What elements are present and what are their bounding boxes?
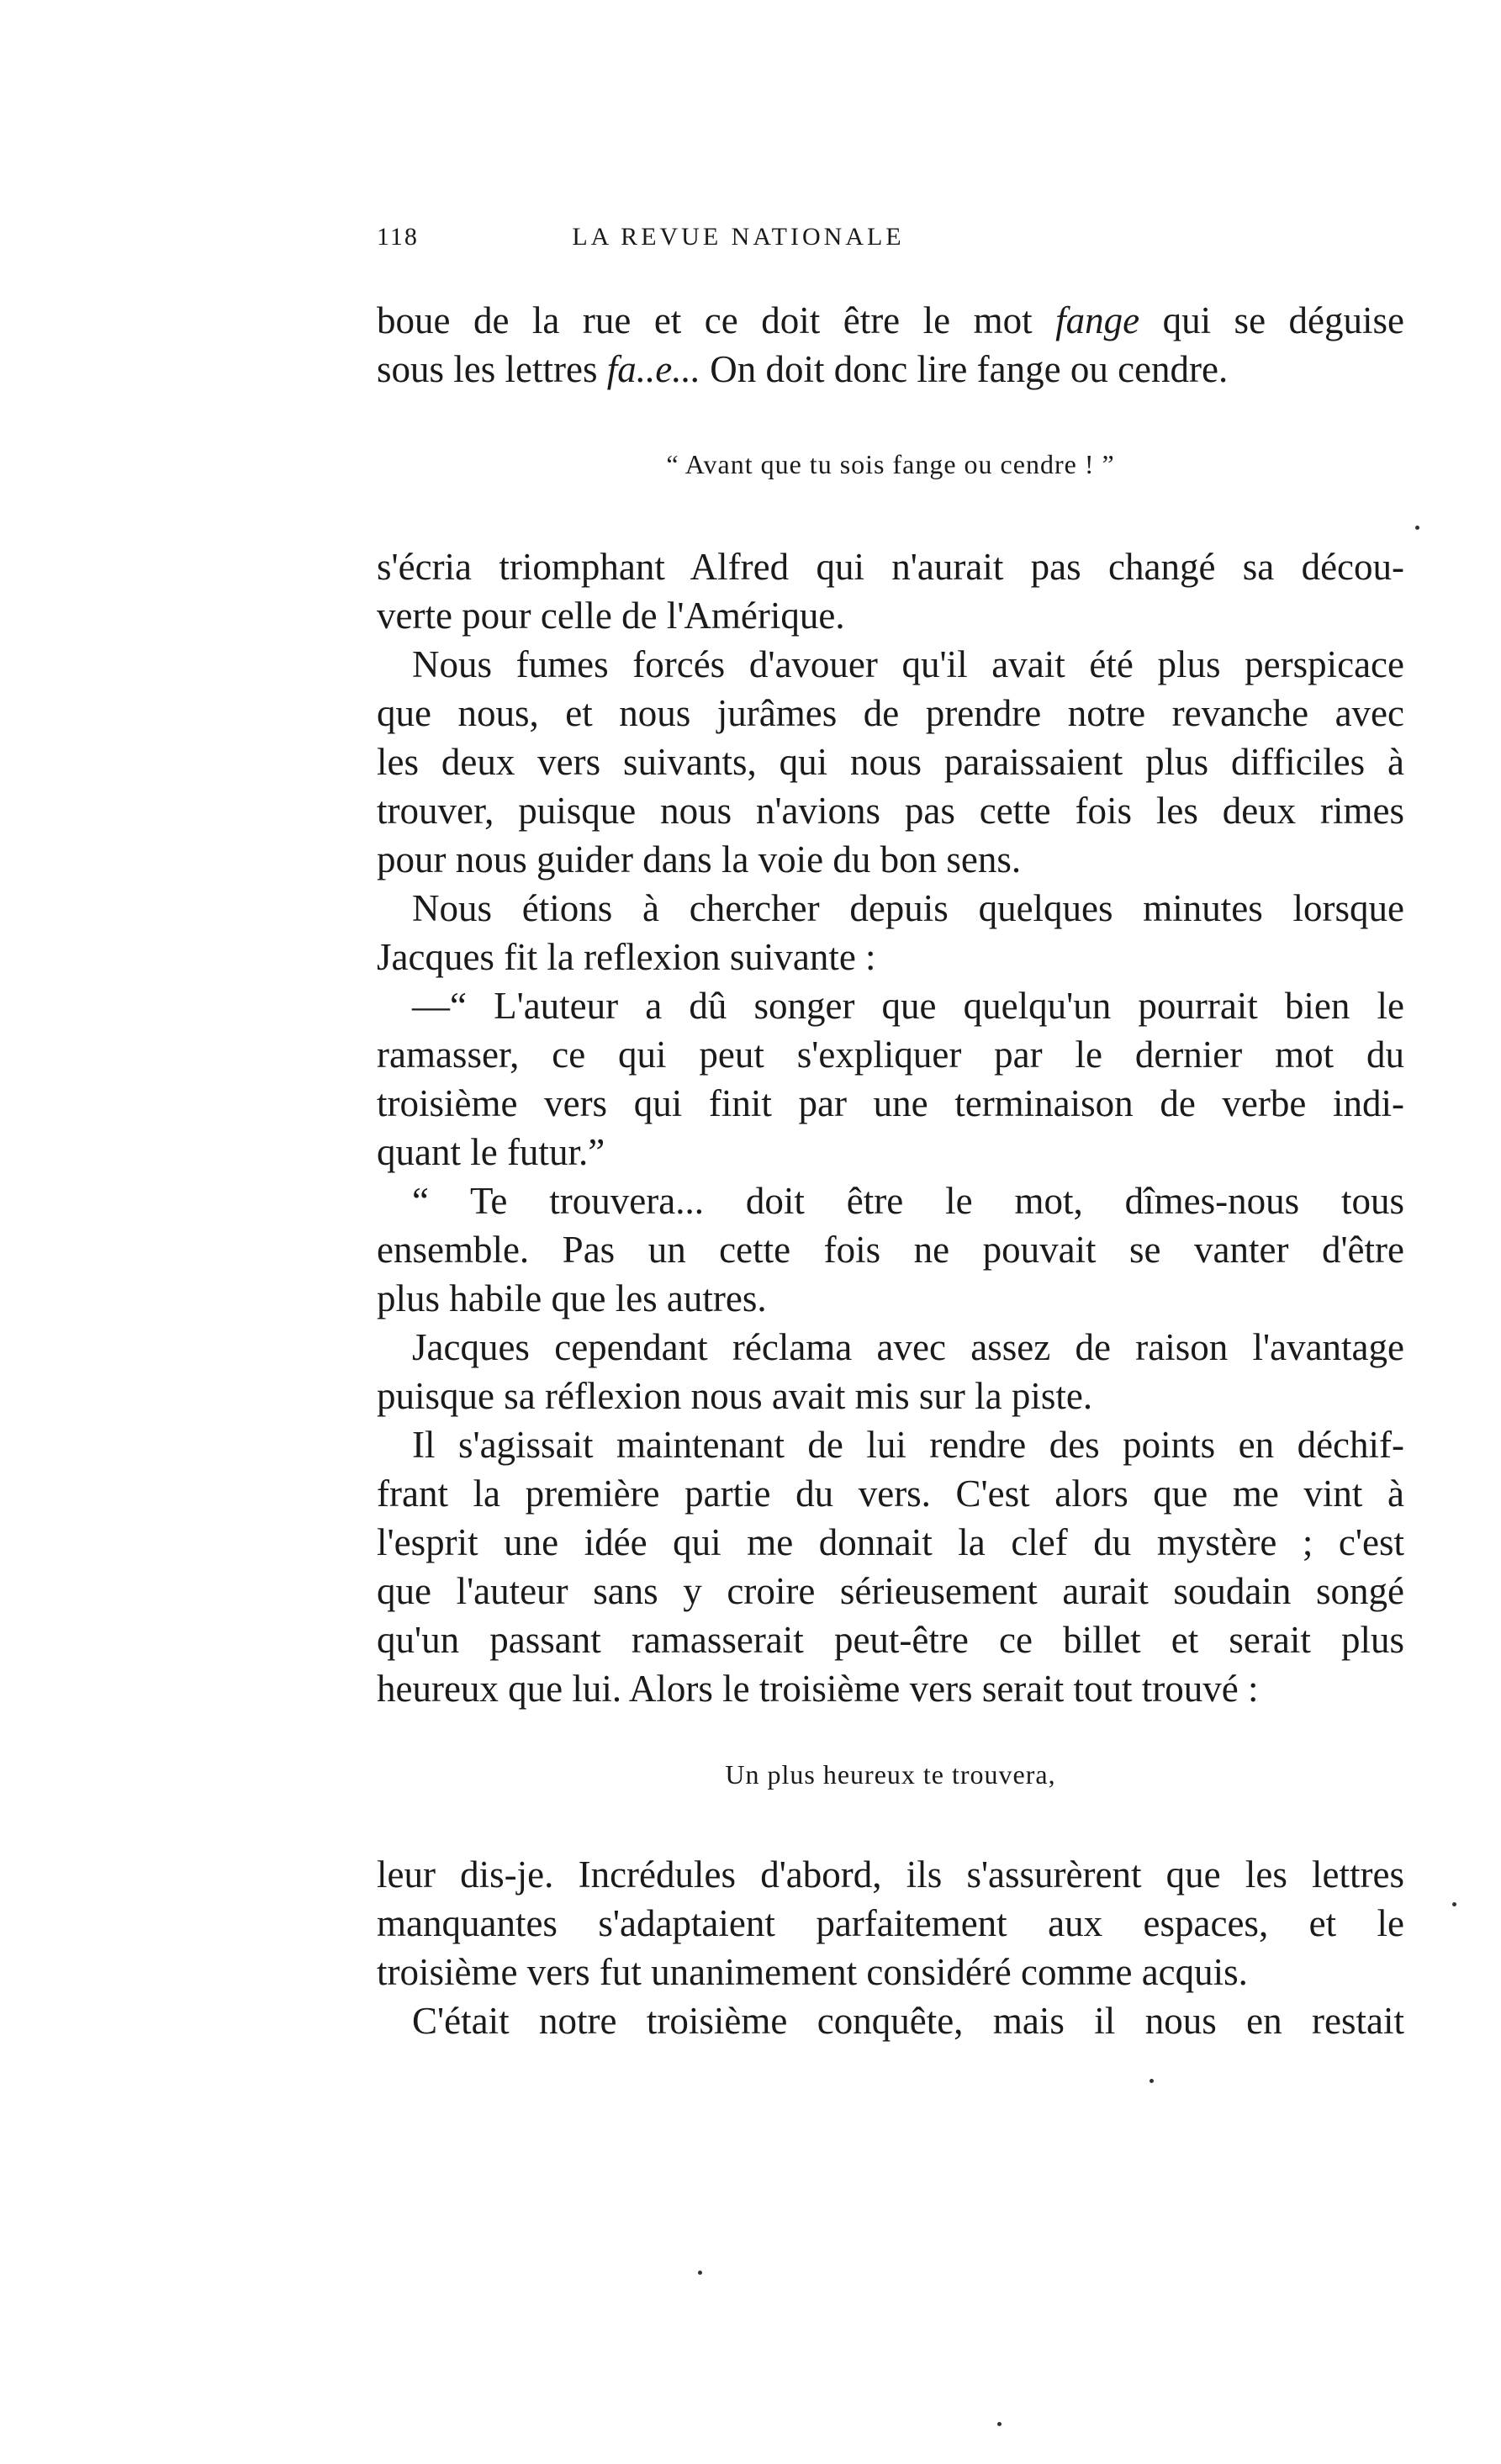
- paragraph-block-2: [377, 542, 1404, 1713]
- text-line: sous les lettres fa..e... On doit donc lire fange ou cendre.: [377, 348, 1229, 390]
- ink-speck: [997, 2422, 1002, 2426]
- paragraph-block-3: [377, 1850, 1404, 2045]
- text-line: ensemble. Pas un cette fois ne pouvait se vanter d'être: [377, 1229, 1404, 1271]
- paragraph-block-1: [377, 296, 1404, 394]
- ink-speck: [1150, 2079, 1154, 2083]
- text-line: Jacques fit la reflexion suivante :: [377, 936, 876, 978]
- text-line: quant le futur.”: [377, 1131, 605, 1173]
- text-line: qu'un passant ramasserait peut-être ce billet et serait plus: [377, 1619, 1404, 1661]
- text-line: plus habile que les autres.: [377, 1277, 767, 1319]
- text-line: Nous fumes forcés d'avouer qu'il avait été plus perspicace: [412, 643, 1404, 685]
- text-line: s'écria triomphant Alfred qui n'aurait pas changé sa décou-: [377, 546, 1404, 588]
- text-line: verte pour celle de l'Amérique.: [377, 595, 845, 637]
- text-line: frant la première partie du vers. C'est alors que me vint à: [377, 1473, 1404, 1515]
- text-line: ramasser, ce qui peut s'expliquer par le dernier mot du: [377, 1034, 1404, 1076]
- text-line: Nous étions à chercher depuis quelques minutes lorsque: [412, 887, 1404, 929]
- page-number: 118: [377, 223, 419, 251]
- ink-speck: [1452, 1902, 1456, 1906]
- text-line: que nous, et nous jurâmes de prendre notre revanche avec: [377, 692, 1404, 734]
- text-line: troisième vers fut unanimement considéré comme acquis.: [377, 1951, 1248, 1993]
- text-line: Jacques cependant réclama avec assez de raison l'avantage: [412, 1326, 1404, 1368]
- text-line: manquantes s'adaptaient parfaitement aux espaces, et le: [377, 1902, 1404, 1944]
- text-line: l'esprit une idée qui me donnait la clef du mystère ; c'est: [377, 1521, 1404, 1563]
- text-line: boue de la rue et ce doit être le mot fange qui se déguise: [377, 299, 1404, 341]
- text-line: Il s'agissait maintenant de lui rendre des points en déchif-: [412, 1424, 1404, 1466]
- verse-quote-2: Un plus heureux te trouvera,: [725, 1759, 1056, 1790]
- text-line: trouver, puisque nous n'avions pas cette fois les deux rimes: [377, 790, 1404, 832]
- verse-quote-1: “ Avant que tu sois fange ou cendre ! ”: [666, 449, 1115, 479]
- text-line: —“ L'auteur a dû songer que quelqu'un pourrait bien le: [412, 985, 1404, 1027]
- ink-speck: [698, 2271, 702, 2275]
- text-line: pour nous guider dans la voie du bon sens.: [377, 838, 1022, 880]
- page-header: [377, 223, 1100, 256]
- text-line: les deux vers suivants, qui nous paraissaient plus difficiles à: [377, 741, 1404, 783]
- ink-speck: [1415, 526, 1419, 530]
- text-line: “ Te trouvera... doit être le mot, dîmes-nous tous: [412, 1180, 1404, 1222]
- text-line: troisième vers qui finit par une terminaison de verbe indi-: [377, 1082, 1404, 1124]
- text-line: heureux que lui. Alors le troisième vers serait tout trouvé :: [377, 1668, 1259, 1710]
- running-title: LA REVUE NATIONALE: [572, 223, 905, 251]
- text-line: leur dis-je. Incrédules d'abord, ils s'assurèrent que les lettres: [377, 1853, 1404, 1896]
- text-line: puisque sa réflexion nous avait mis sur la piste.: [377, 1375, 1093, 1417]
- text-line: que l'auteur sans y croire sérieusement aurait soudain songé: [377, 1570, 1404, 1612]
- text-line: C'était notre troisième conquête, mais il nous en restait: [412, 2000, 1404, 2042]
